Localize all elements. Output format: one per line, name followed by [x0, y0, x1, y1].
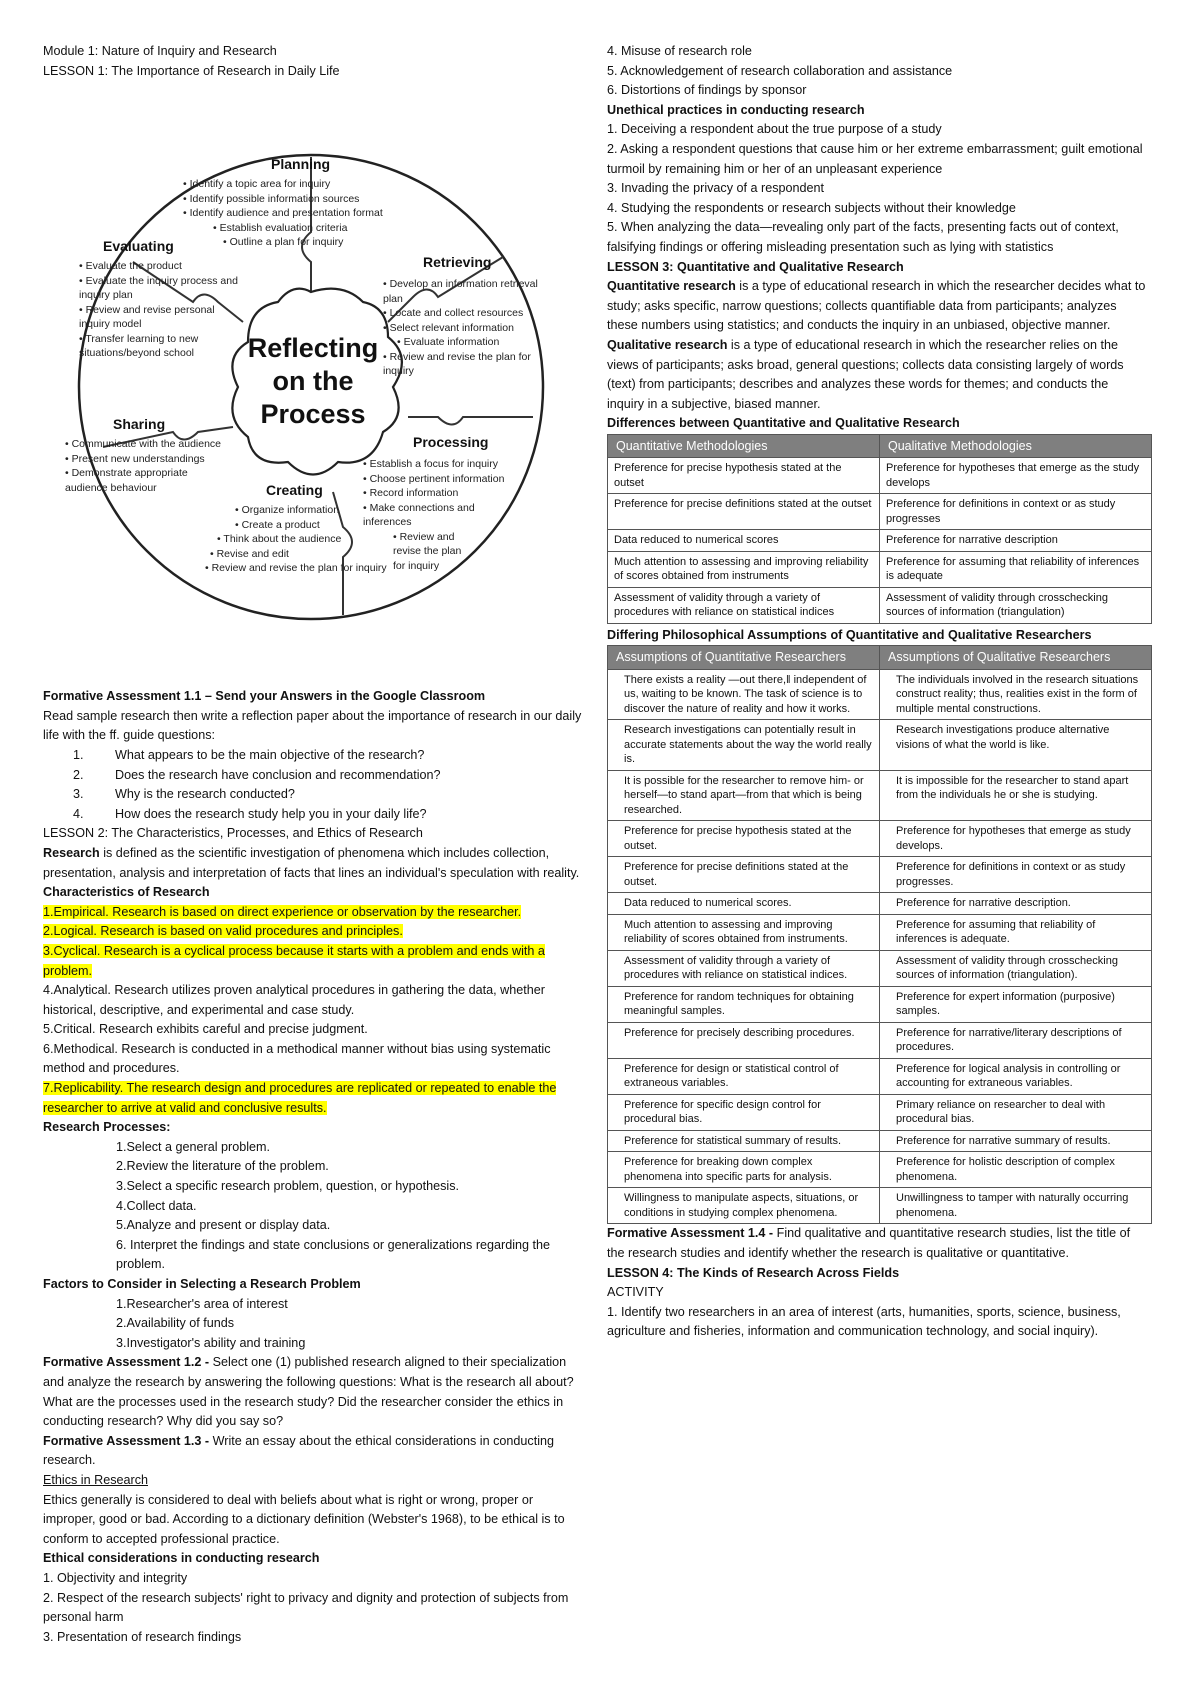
table-row: Preference for precise hypothesis stated at the outset. Preference for hypotheses that emerge as study develops.: [608, 821, 1152, 857]
characteristic-4: 4.Analytical. Research utilizes proven analytical procedures in gathering the data, whether historical, descriptive, and experimental and case study.: [43, 983, 545, 1017]
unethical-title: Unethical practices in conducting research: [607, 102, 865, 117]
fa11-questions: [43, 746, 583, 824]
characteristic-1: 1.Empirical. Research is based on direct experience or observation by the researcher.: [43, 904, 522, 919]
characteristic-2: 2.Logical. Research is based on valid procedures and principles.: [43, 924, 403, 939]
table-row: Data reduced to numerical scores. Preference for narrative description.: [608, 893, 1152, 915]
characteristic-5: 5.Critical. Research exhibits careful and precise judgment.: [43, 1022, 368, 1037]
fa14: Formative Assessment 1.4 - Find qualitative and quantitative research studies, list the title of the research studies and identify whether the research is qualitative or quantitative.: [607, 1226, 1131, 1261]
fa12: Formative Assessment 1.2 - Select one (1) published research aligned to their specialization and analyze the research by answering the following questions: What is the research all about? What are the processes used in the research study? Did the researcher consider the ethics in conducting research? Why did you say so?: [43, 1355, 574, 1429]
table2-title: Differing Philosophical Assumptions of Quantitative and Qualitative Researchers: [607, 627, 1092, 642]
processes-list: [43, 1138, 583, 1275]
list-item: 1. Deceiving a respondent about the true purpose of a study: [607, 122, 942, 137]
characteristic-6: 6.Methodical. Research is conducted in a methodical manner without bias using systematic method and procedures.: [43, 1041, 551, 1076]
table-row: Data reduced to numerical scores Preference for narrative description: [608, 530, 1152, 552]
table-row: Preference for precise definitions stated at the outset Preference for definitions in context or as study progresses: [608, 494, 1152, 530]
table-row: Preference for precise hypothesis stated at the outset Preference for hypotheses that emerge as the study develops: [608, 458, 1152, 494]
lesson1-title: LESSON 1: The Importance of Research in Daily Life: [43, 63, 340, 78]
list-item: 3. Why is the research conducted?: [73, 787, 295, 802]
fa11-text: Read sample research then write a reflection paper about the importance of research in our daily life with the ff. guide questions:: [43, 708, 582, 743]
list-item: 2. Respect of the research subjects' right to privacy and dignity and protection of subjects from personal harm: [43, 1590, 569, 1625]
table-row: Preference for breaking down complex phenomena into specific parts for analysis. Preference for holistic description of complex phenomena.: [608, 1152, 1152, 1188]
table-row: Preference for precise definitions stated at the outset. Preference for definitions in context or as study progresses.: [608, 857, 1152, 893]
table-header: Quantitative Methodologies: [608, 434, 880, 458]
list-item: 6. Interpret the findings and state conclusions or generalizations regarding the problem.: [116, 1237, 551, 1272]
processes-title: Research Processes:: [43, 1120, 171, 1135]
list-item: 2.Availability of funds: [116, 1316, 235, 1331]
table-row: Assessment of validity through a variety of procedures with reliance on statistical indices. Assessment of validity through crosschecking sources of information (triangulation).: [608, 950, 1152, 986]
retrieving-heading: Retrieving: [423, 254, 492, 271]
list-item: 3. Invading the privacy of a respondent: [607, 181, 825, 196]
evaluating-heading: Evaluating: [103, 238, 174, 255]
table-row: Preference for statistical summary of results. Preference for narrative summary of results.: [608, 1130, 1152, 1152]
sharing-items: • Communicate with the audience • Present new understandings • Demonstrate appropriate audience behaviour: [65, 438, 222, 494]
list-item: 2. Does the research have conclusion and recommendation?: [73, 767, 441, 782]
table-row: Preference for random techniques for obtaining meaningful samples. Preference for expert information (purposive) samples.: [608, 986, 1152, 1022]
list-item: 1. What appears to be the main objective of the research?: [73, 747, 425, 762]
quant-qual-definition: Quantitative research is a type of educational research in which the researcher decides what to study; asks specific, narrow questions; collects quantifiable data from participants; analyzes these numbers using statistics; and conducts the inquiry in an unbiased, objective manner. Qualitative research is a type of educational research in which the researcher relies on the views of participants; asks broad, general questions; collects data consisting largely of words (text) from participants; describes and analyzes these words for themes; and conducts the inquiry in a subjective, biased manner.: [607, 279, 1146, 411]
right-column: [607, 42, 1147, 1342]
list-item: 1.Select a general problem.: [116, 1139, 271, 1154]
table-header: Qualitative Methodologies: [880, 434, 1152, 458]
list-item: 2. Asking a respondent questions that cause him or her extreme embarrassment; guilt emotional turmoil by remaining him or her of an unpleasant experience: [607, 141, 1143, 176]
list-item: 4. How does the research study help you in your daily life?: [73, 806, 427, 821]
list-item: 5. When analyzing the data—revealing only part of the facts, presenting facts out of context, falsifying findings or offering misleading presentation such as lying with statistics: [607, 220, 1119, 254]
center-label: Reflecting on the Process: [247, 333, 379, 430]
characteristic-7: 7.Replicability. The research design and procedures are replicated or repeated to enable the researcher to arrive at valid and conclusive results.: [43, 1081, 557, 1115]
list-item: 4.Collect data.: [116, 1198, 197, 1213]
fa13: Formative Assessment 1.3 - Write an essay about the ethical considerations in conducting research.: [43, 1433, 555, 1468]
list-item: 4. Misuse of research role: [607, 44, 752, 58]
differences-table: [607, 434, 1152, 624]
creating-heading: Creating: [266, 482, 323, 499]
lesson2-title: LESSON 2: The Characteristics, Processes, and Ethics of Research: [43, 826, 423, 841]
assumptions-table: [607, 645, 1152, 1224]
table-header: Assumptions of Qualitative Researchers: [880, 646, 1152, 670]
list-item: 3. Presentation of research findings: [43, 1629, 242, 1644]
planning-heading: Planning: [271, 156, 331, 173]
left-column: [43, 42, 583, 1647]
list-item: 3.Investigator's ability and training: [116, 1335, 306, 1350]
sharing-heading: Sharing: [113, 416, 166, 433]
characteristic-3: 3.Cyclical. Research is a cyclical process because it starts with a problem and ends with a problem.: [43, 943, 545, 978]
lesson3-title: LESSON 3: Quantitative and Qualitative Research: [607, 259, 904, 274]
factors-title: Factors to Consider in Selecting a Research Problem: [43, 1277, 361, 1291]
table-row: Preference for precisely describing procedures. Preference for narrative/literary descriptions of procedures.: [608, 1022, 1152, 1058]
table-row: Research investigations can potentially result in accurate statements about the way the world really is. Research investigations produce alternative visions of what the world is like.: [608, 720, 1152, 771]
table-row: There exists a reality —out there,‖ independent of us, waiting to be known. The task of science is to discover the nature of reality and how it works. The individuals involved in the research situations construct reality; thus, realities exist in the form of multiple mental constructions.: [608, 669, 1152, 720]
table-header: Assumptions of Quantitative Researchers: [608, 646, 880, 670]
ethical-title: Ethical considerations in conducting research: [43, 1551, 320, 1566]
creating-items: • Organize information • Create a product • Think about the audience • Revise and edit • Review and revise the plan for inquiry: [205, 504, 387, 575]
list-item: 5. Acknowledgement of research collaboration and assistance: [607, 63, 953, 78]
list-item: 1. Objectivity and integrity: [43, 1570, 188, 1585]
table-row: Preference for design or statistical control of extraneous variables. Preference for logical analysis in controlling or accounting for extraneous variables.: [608, 1058, 1152, 1094]
list-item: 1.Researcher's area of interest: [116, 1296, 288, 1311]
table-row: Much attention to assessing and improving reliability of scores obtained from instruments. Preference for assuming that reliability of inferences is adequate.: [608, 914, 1152, 950]
table-header-row: [608, 646, 1152, 670]
processing-heading: Processing: [413, 434, 489, 451]
evaluating-items: • Evaluate the product • Evaluate the inquiry process and inquiry plan • Review and revise personal inquiry model • Transfer learning to new situations/beyond school: [79, 260, 238, 360]
module-title: Module 1: Nature of Inquiry and Research: [43, 44, 277, 58]
research-definition: Research is defined as the scientific investigation of phenomena which includes collection, presentation, analysis and interpretation of facts that lines an individual's speculation with reality.: [43, 845, 580, 880]
lesson4-title: LESSON 4: The Kinds of Research Across Fields: [607, 1265, 900, 1280]
list-item: 6. Distortions of findings by sponsor: [607, 83, 807, 98]
table-header-row: [608, 434, 1152, 458]
inquiry-process-diagram: [43, 87, 583, 687]
ethics-text: Ethics generally is considered to deal with beliefs about what is right or wrong, proper or improper, good or bad. According to a dictionary definition (Webster's 1968), to be ethical is to conform to accepted professional practice.: [43, 1492, 565, 1546]
table-row: Much attention to assessing and improving reliability of scores obtained from instruments Preference for assuming that reliability of inferences is adequate: [608, 551, 1152, 587]
activity-label: ACTIVITY: [607, 1285, 664, 1300]
factors-list: [43, 1295, 583, 1354]
list-item: 3.Select a specific research problem, question, or hypothesis.: [116, 1179, 460, 1194]
fa11-title: Formative Assessment 1.1 – Send your Answers in the Google Classroom: [43, 689, 486, 704]
table-row: It is possible for the researcher to remove him- or herself—to stand apart—from that which is being researched. It is impossible for the researcher to stand apart from the individuals he or she is studying.: [608, 770, 1152, 821]
activity-item: 1. Identify two researchers in an area of interest (arts, humanities, sports, science, business, agriculture and fisheries, information and communication technology, and social inquiry).: [607, 1304, 1121, 1339]
planning-items: • Identify a topic area for inquiry • Identify possible information sources • Identify audience and presentation format • Establish evaluation criteria • Outline a plan for inquiry: [183, 178, 383, 249]
list-item: 2.Review the literature of the problem.: [116, 1159, 329, 1174]
ethics-title: Ethics in Research: [43, 1472, 148, 1487]
table-row: Preference for specific design control for procedural bias. Primary reliance on researcher to deal with procedural bias.: [608, 1094, 1152, 1130]
retrieving-items: • Develop an information retrieval plan • Locate and collect resources • Select relevant information • Evaluate information • Review and revise the plan for inquiry: [383, 278, 538, 378]
table-row: Assessment of validity through a variety of procedures with reliance on statistical indices Assessment of validity through crosschecking sources of information (triangulation): [608, 587, 1152, 623]
list-item: 4. Studying the respondents or research subjects without their knowledge: [607, 200, 1016, 215]
characteristics-title: Characteristics of Research: [43, 885, 210, 900]
table-row: Willingness to manipulate aspects, situations, or conditions in studying complex phenomena. Unwillingness to tamper with naturally occurring phenomena.: [608, 1188, 1152, 1224]
table1-title: Differences between Quantitative and Qualitative Research: [607, 416, 960, 431]
processing-items: • Establish a focus for inquiry • Choose pertinent information • Record information • Make connections and inferences • Review and revise the plan for inquiry: [363, 458, 505, 572]
list-item: 5.Analyze and present or display data.: [116, 1218, 331, 1233]
